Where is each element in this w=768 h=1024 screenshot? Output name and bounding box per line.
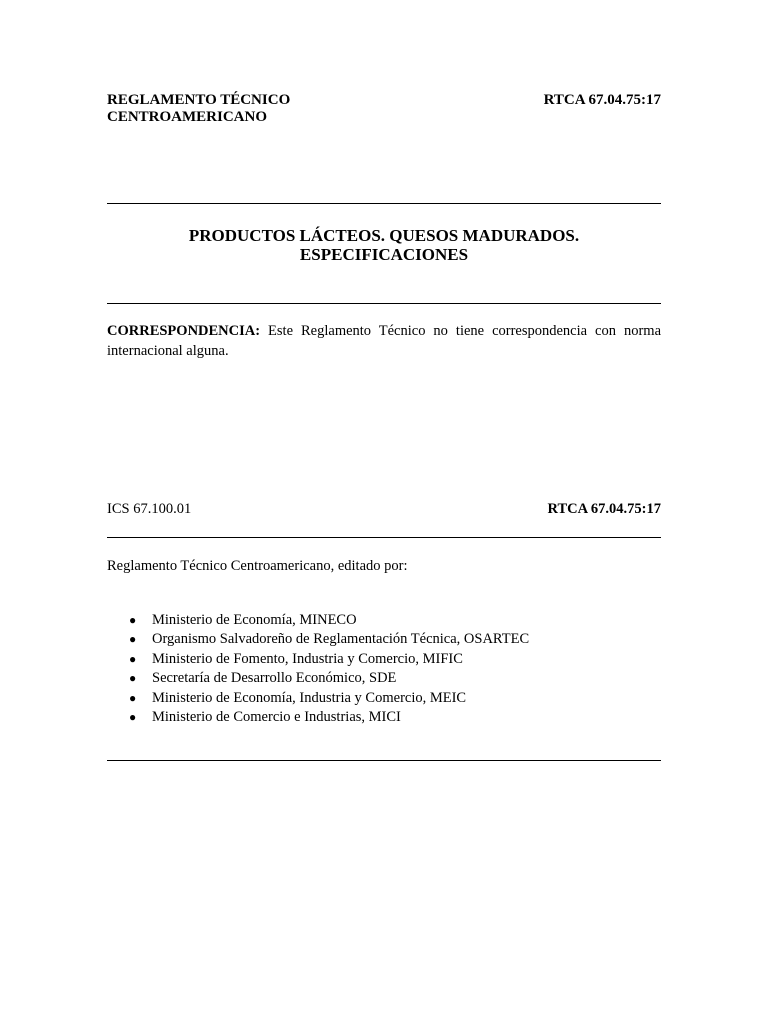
bullet-icon: ●	[129, 632, 137, 647]
list-item	[107, 650, 529, 669]
divider-ics	[107, 537, 661, 538]
list-item	[107, 689, 529, 708]
editor-name: Ministerio de Economía, Industria y Comercio, MEIC	[152, 689, 467, 706]
divider-bottom	[107, 760, 661, 761]
ics-code: ICS 67.100.01	[107, 501, 192, 517]
editors-list	[107, 611, 529, 727]
divider-top	[107, 203, 661, 204]
document-title-line1: PRODUCTOS LÁCTEOS. QUESOS MADURADOS.	[188, 226, 580, 245]
document-title	[107, 226, 661, 264]
header-code: RTCA 67.04.75:17	[543, 92, 661, 108]
list-item	[107, 669, 529, 688]
bullet-icon: ●	[129, 671, 137, 686]
editor-name: Ministerio de Comercio e Industrias, MICI	[152, 708, 401, 725]
edited-by-text: Reglamento Técnico Centroamericano, editado por:	[107, 558, 408, 574]
correspondence-text: Este Reglamento Técnico no tiene correspondencia con norma internacional alguna.	[107, 323, 661, 359]
bullet-icon: ●	[129, 613, 137, 627]
editor-name: Ministerio de Economía, MINECO	[152, 612, 357, 628]
editor-name: Organismo Salvadoreño de Reglamentación Técnica, OSARTEC	[152, 631, 530, 648]
list-item	[107, 708, 529, 727]
header-title	[107, 92, 290, 126]
document-title-line2: ESPECIFICACIONES	[299, 245, 469, 264]
bullet-icon: ●	[129, 651, 137, 666]
bullet-icon: ●	[129, 709, 137, 724]
editor-name: Ministerio de Fomento, Industria y Comercio, MIFIC	[152, 650, 463, 667]
bullet-icon: ●	[129, 690, 137, 705]
rtca-code: RTCA 67.04.75:17	[547, 501, 661, 517]
list-item	[107, 611, 529, 630]
header-title-line2: CENTROAMERICANO	[107, 109, 268, 125]
divider-title	[107, 303, 661, 304]
list-item	[107, 630, 529, 649]
correspondence-paragraph	[107, 321, 661, 361]
correspondence-label: CORRESPONDENCIA:	[107, 323, 261, 339]
header-title-line1: REGLAMENTO TÉCNICO	[107, 92, 291, 108]
editor-name: Secretaría de Desarrollo Económico, SDE	[152, 670, 397, 687]
